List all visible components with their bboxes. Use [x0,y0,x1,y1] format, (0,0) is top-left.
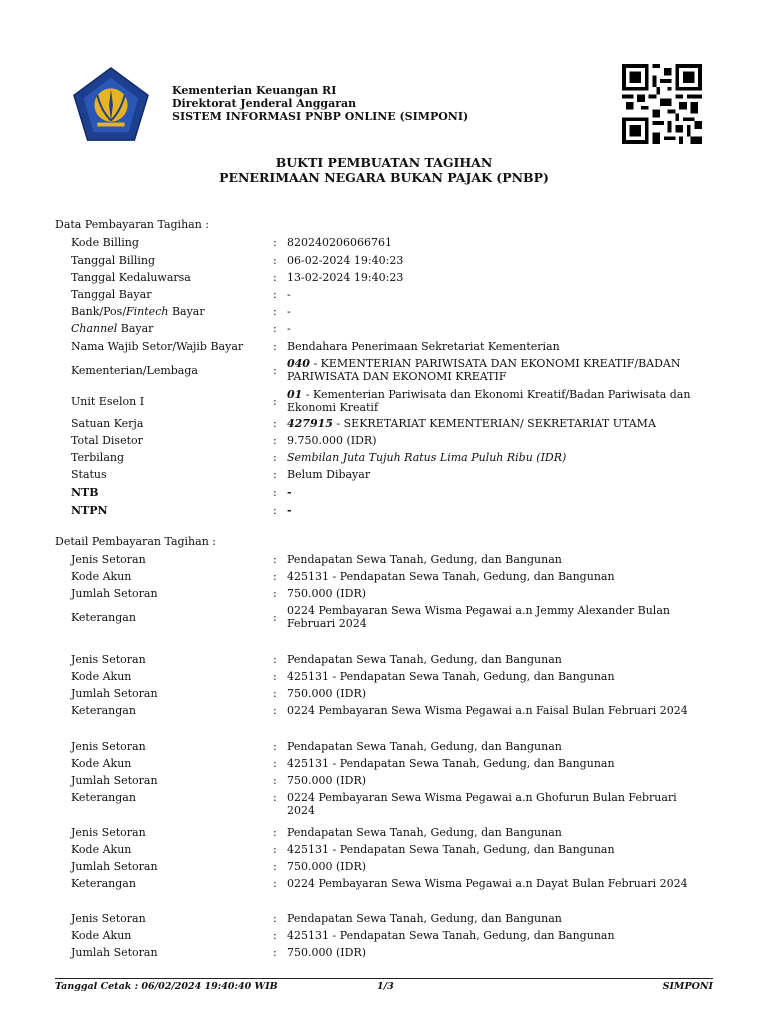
value: 06-02-2024 19:40:23 [287,254,404,267]
label-part-italic: Fintech [126,305,169,318]
colon: : [273,740,277,753]
label: Kode Akun [71,757,132,770]
label: Keterangan [71,877,136,890]
label: Keterangan [71,704,136,717]
label: Kode Akun [71,570,132,583]
value: Pendapatan Sewa Tanah, Gedung, dan Bangunan [287,912,562,925]
label: Kode Akun [71,670,132,683]
colon: : [273,912,277,925]
value: Pendapatan Sewa Tanah, Gedung, dan Bangunan [287,553,562,566]
footer-divider [55,978,713,979]
label: Jumlah Setoran [71,687,158,700]
label: Jumlah Setoran [71,860,158,873]
value: 425131 - Pendapatan Sewa Tanah, Gedung, dan Bangunan [287,570,615,583]
qr-code-icon [620,64,704,144]
label: Jenis Setoran [71,653,146,666]
colon: : [273,826,277,839]
colon: : [273,757,277,770]
label: Unit Eselon I [71,395,145,408]
code: 01 [287,388,303,401]
value: 9.750.000 (IDR) [287,434,377,447]
label: Jumlah Setoran [71,774,158,787]
value: 425131 - Pendapatan Sewa Tanah, Gedung, dan Bangunan [287,929,615,942]
value: Bendahara Penerimaan Sekretariat Kementerian [287,340,560,353]
label: Tanggal Kedaluwarsa [71,271,191,284]
colon: : [273,611,277,624]
label-part: Bayar [168,305,205,318]
org-directorate: Direktorat Jenderal Anggaran [172,97,357,110]
label-part: Bayar [117,322,154,335]
colon: : [273,774,277,787]
label: Jumlah Setoran [71,946,158,959]
label: NTB [71,486,99,499]
value: - [287,322,291,335]
value: Pendapatan Sewa Tanah, Gedung, dan Bangunan [287,653,562,666]
label: Kode Akun [71,843,132,856]
label: Jumlah Setoran [71,587,158,600]
colon: : [273,395,277,408]
label: Keterangan [71,791,136,804]
colon: : [273,364,277,377]
colon: : [273,434,277,447]
code: 427915 [287,417,333,430]
org-ministry: Kementerian Keuangan RI [172,84,337,97]
colon: : [273,288,277,301]
footer-app-name: SIMPONI [662,981,713,992]
colon: : [273,670,277,683]
value: - [287,486,292,499]
document-title [0,155,768,185]
colon: : [273,553,277,566]
label: Jenis Setoran [71,553,146,566]
value: - [287,504,292,517]
label: Jenis Setoran [71,740,146,753]
kemenkeu-logo-icon [72,66,150,144]
colon: : [273,860,277,873]
colon: : [273,236,277,249]
text: - SEKRETARIAT KEMENTERIAN/ SEKRETARIAT UTAMA [332,417,656,430]
value: Sembilan Juta Tujuh Ratus Lima Puluh Ribu (IDR) [287,451,567,464]
value: 0224 Pembayaran Sewa Wisma Pegawai a.n Faisal Bulan Februari 2024 [287,704,688,717]
label: Status [71,468,107,481]
value: Belum Dibayar [287,468,371,481]
label [71,322,153,335]
label: Keterangan [71,611,136,624]
colon: : [273,704,277,717]
label: Terbilang [71,451,125,464]
label: Jenis Setoran [71,826,146,839]
colon: : [273,305,277,318]
colon: : [273,451,277,464]
label: Tanggal Billing [71,254,156,267]
colon: : [273,570,277,583]
label: Tanggal Bayar [71,288,152,301]
value: 750.000 (IDR) [287,774,367,787]
value: 425131 - Pendapatan Sewa Tanah, Gedung, dan Bangunan [287,843,615,856]
label-part: Bank/Pos/ [71,305,127,318]
colon: : [273,587,277,600]
colon: : [273,271,277,284]
colon: : [273,946,277,959]
colon: : [273,417,277,430]
colon: : [273,877,277,890]
value: 750.000 (IDR) [287,687,367,700]
colon: : [273,504,277,517]
code: 040 [287,357,310,370]
document-title-line2: PENERIMAAN NEGARA BUKAN PAJAK (PNBP) [219,170,549,185]
value: 820240206066761 [287,236,392,249]
label: Kode Akun [71,929,132,942]
org-header [172,84,468,123]
label: Total Disetor [71,434,143,447]
label: Kementerian/Lembaga [71,364,198,377]
label: Jenis Setoran [71,912,146,925]
colon: : [273,929,277,942]
value: Pendapatan Sewa Tanah, Gedung, dan Bangunan [287,740,562,753]
label: NTPN [71,504,108,517]
detail-section-heading: Detail Pembayaran Tagihan : [55,535,216,548]
value: - [287,305,291,318]
text: - KEMENTERIAN PARIWISATA DAN EKONOMI KREATIF/BADAN PARIWISATA DAN EKONOMI KREATIF [287,357,681,383]
value: 750.000 (IDR) [287,860,367,873]
value: 0224 Pembayaran Sewa Wisma Pegawai a.n Jemmy Alexander Bulan Februari 2024 [287,604,670,630]
value: 0224 Pembayaran Sewa Wisma Pegawai a.n Dayat Bulan Februari 2024 [287,877,688,890]
value: Pendapatan Sewa Tanah, Gedung, dan Bangunan [287,826,562,839]
value: 425131 - Pendapatan Sewa Tanah, Gedung, dan Bangunan [287,757,615,770]
label: Kode Billing [71,236,139,249]
value: - [287,288,291,301]
value [287,357,707,383]
footer-print-date: Tanggal Cetak : 06/02/2024 19:40:40 WIB [55,981,278,992]
text: - Kementerian Pariwisata dan Ekonomi Kreatif/Badan Pariwisata dan Ekonomi Kreatif [287,388,691,414]
value [287,388,707,414]
org-system: SISTEM INFORMASI PNBP ONLINE (SIMPONI) [172,110,469,123]
colon: : [273,468,277,481]
footer-page-number: 1/3 [377,981,394,992]
value: 750.000 (IDR) [287,587,367,600]
value: 13-02-2024 19:40:23 [287,271,404,284]
label-part-italic: Channel [71,322,118,335]
value: 0224 Pembayaran Sewa Wisma Pegawai a.n Ghofurun Bulan Februari 2024 [287,791,677,817]
document-title-line1: BUKTI PEMBUATAN TAGIHAN [275,155,493,170]
label [71,305,205,318]
colon: : [273,486,277,499]
value: 750.000 (IDR) [287,946,367,959]
colon: : [273,322,277,335]
data-section-heading: Data Pembayaran Tagihan : [55,218,209,231]
label: Satuan Kerja [71,417,144,430]
colon: : [273,843,277,856]
colon: : [273,340,277,353]
colon: : [273,254,277,267]
colon: : [273,653,277,666]
value [287,417,707,430]
value: 425131 - Pendapatan Sewa Tanah, Gedung, dan Bangunan [287,670,615,683]
colon: : [273,791,277,804]
colon: : [273,687,277,700]
label: Nama Wajib Setor/Wajib Bayar [71,340,244,353]
